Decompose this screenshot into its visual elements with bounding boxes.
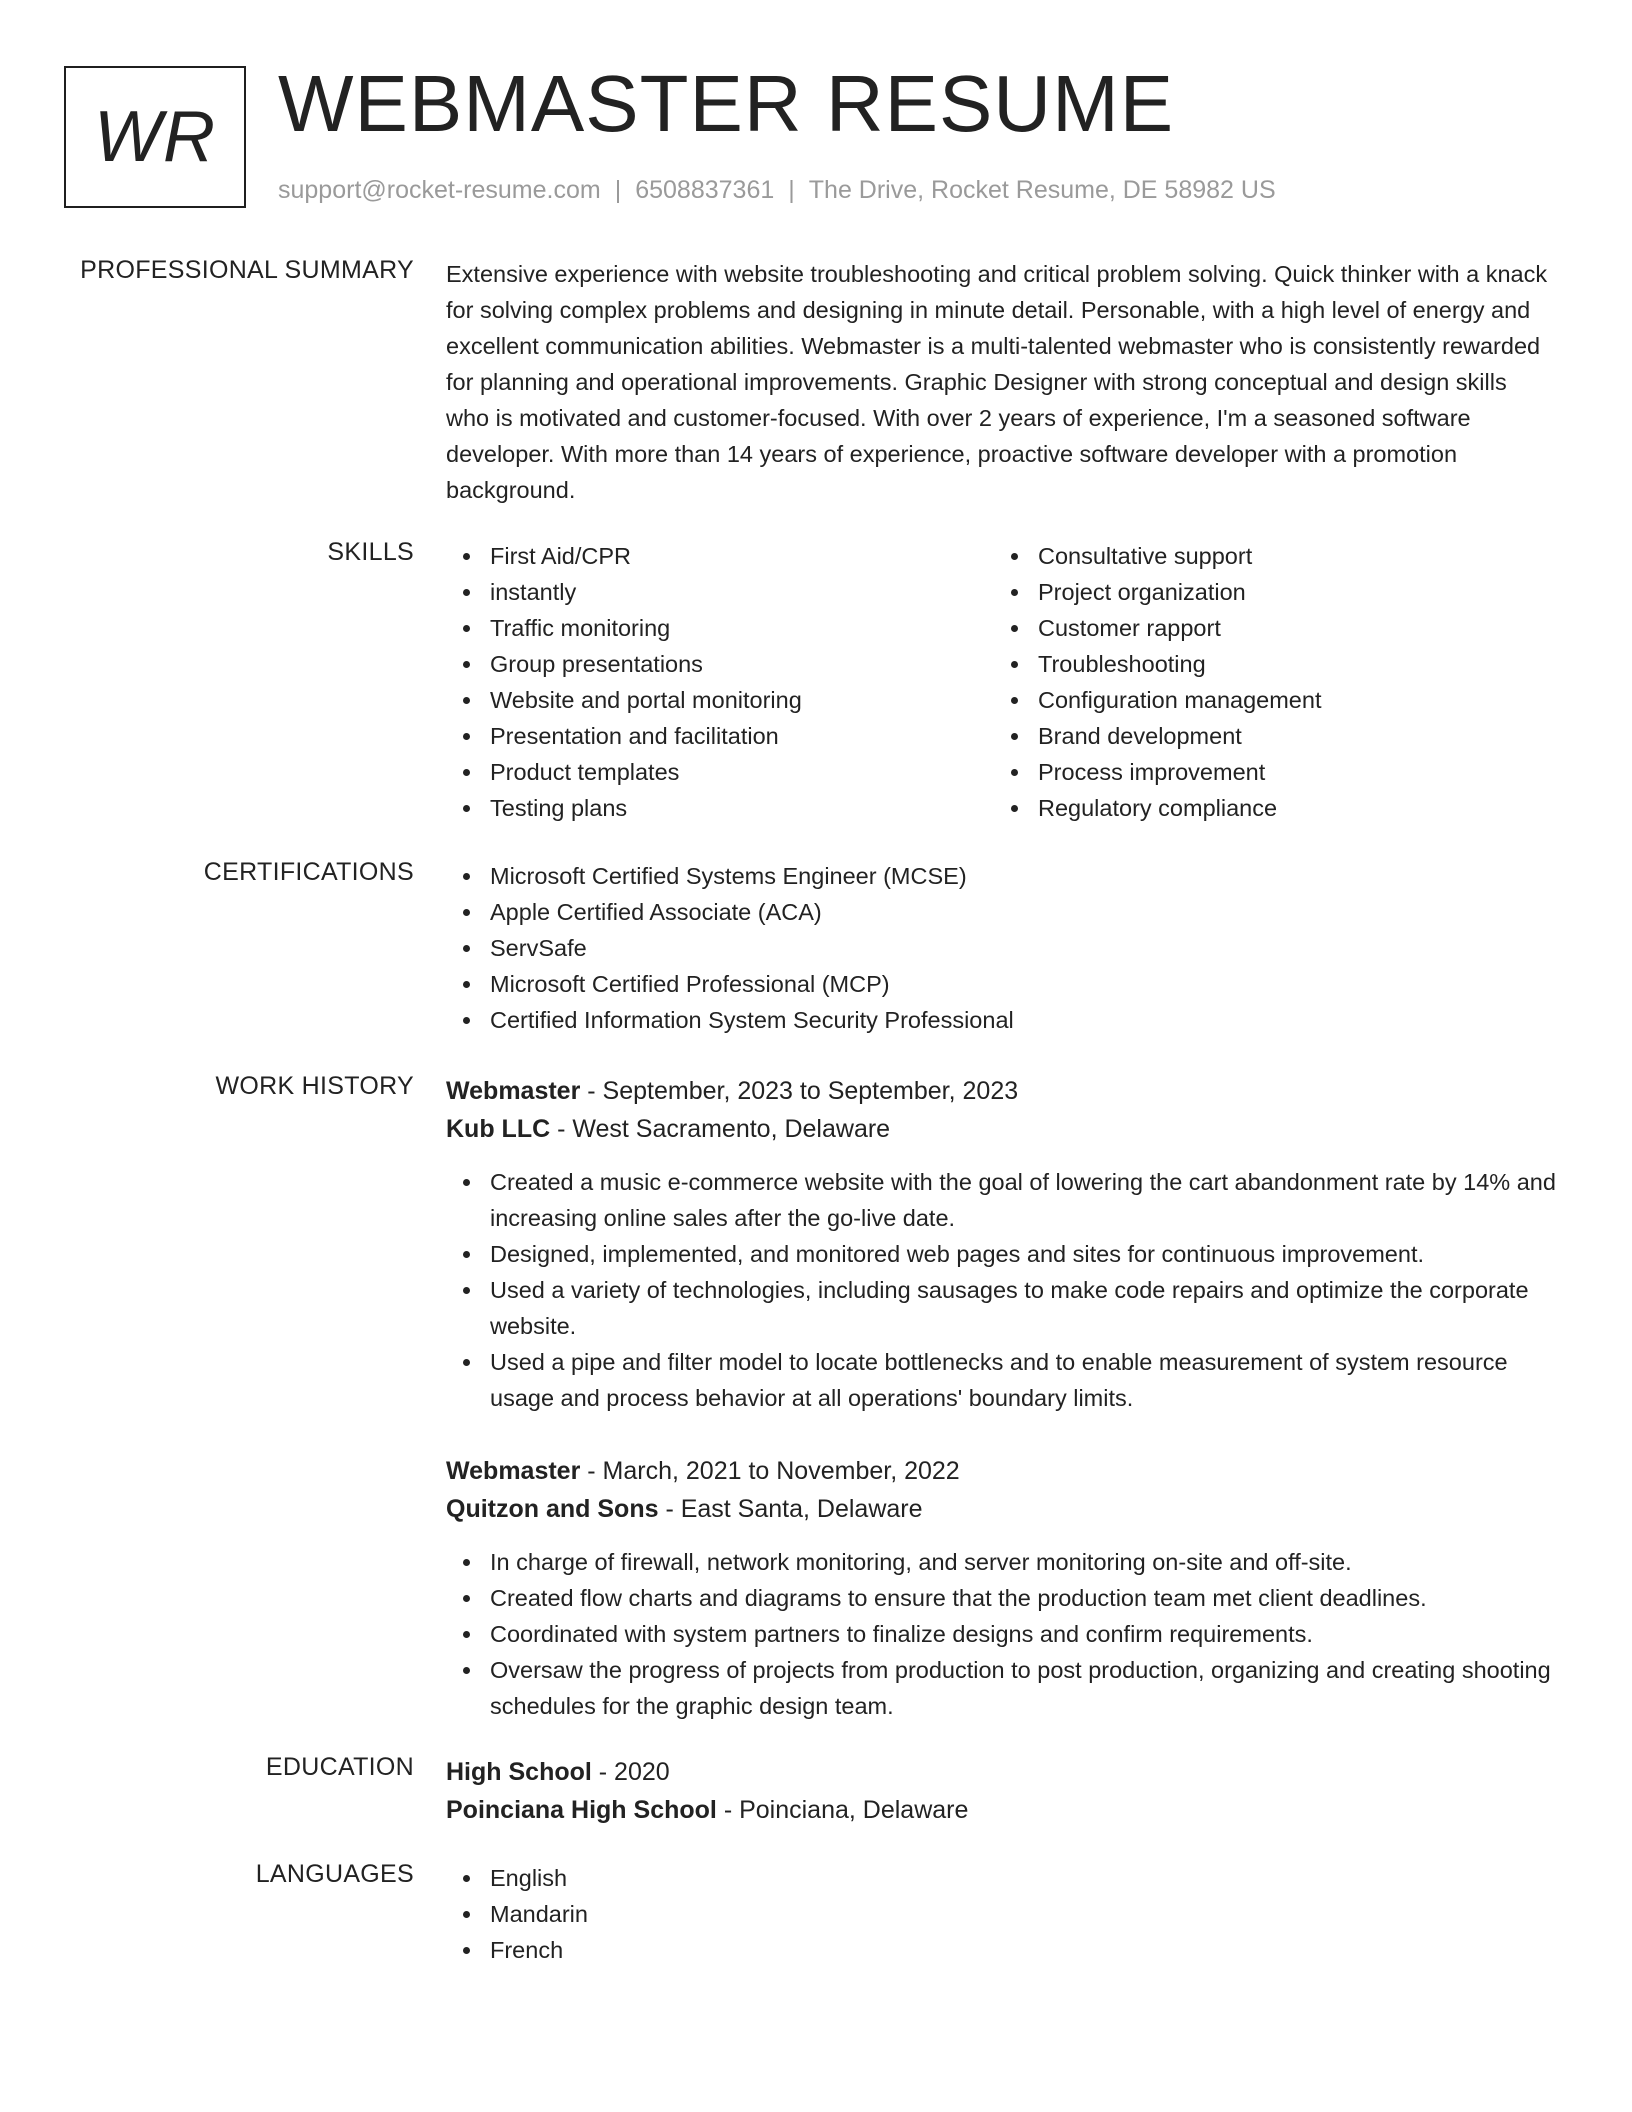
education-body — [446, 1753, 1556, 1829]
list-item: Microsoft Certified Professional (MCP) — [446, 966, 1556, 1002]
contact-line — [278, 176, 1276, 205]
list-item: Used a variety of technologies, including sausages to make code repairs and optimize the corporate website. — [446, 1272, 1556, 1344]
job-title: Webmaster — [446, 1457, 581, 1485]
list-item: Process improvement — [994, 754, 1542, 790]
section-label: SKILLS — [327, 538, 414, 566]
job-company: Kub LLC — [446, 1115, 551, 1143]
list-item: Troubleshooting — [994, 646, 1542, 682]
job-location: - West Sacramento, Delaware — [550, 1115, 891, 1143]
list-item: Group presentations — [446, 646, 994, 682]
list-item: Certified Information System Security Professional — [446, 1002, 1556, 1038]
separator: | — [788, 176, 795, 204]
section-label: EDUCATION — [265, 1753, 414, 1781]
job-title: Webmaster — [446, 1077, 581, 1105]
education-degree-line — [446, 1753, 1556, 1791]
summary-text: Extensive experience with website troubleshooting and critical problem solving. Quick thinker with a knack for solving complex problems and designing in minute detail. Personable, with a high level of energy and excellent communication abilities. Webmaster is a multi-talented webmaster who is consistently rewarded for planning and operational improvements. Graphic Designer with strong conceptual and design skills who is motivated and customer-focused. With over 2 years of experience, I'm a seasoned software developer. With more than 14 years of experience, proactive software developer with a promotion background. — [446, 261, 1548, 503]
job-title-line — [446, 1452, 1556, 1490]
list-item: Regulatory compliance — [994, 790, 1542, 826]
section-label: PROFESSIONAL SUMMARY — [80, 256, 414, 284]
section-label: LANGUAGES — [255, 1860, 414, 1888]
list-item: ServSafe — [446, 930, 1556, 966]
job-duties-list — [446, 1544, 1556, 1724]
skills-list-left — [446, 538, 994, 826]
contact-address: The Drive, Rocket Resume, DE 58982 US — [808, 176, 1276, 204]
list-item: English — [446, 1860, 1556, 1896]
job-company: Quitzon and Sons — [446, 1495, 659, 1523]
list-item: Customer rapport — [994, 610, 1542, 646]
list-item: Configuration management — [994, 682, 1542, 718]
section-label: CERTIFICATIONS — [203, 858, 414, 886]
list-item: Oversaw the progress of projects from production to post production, organizing and creating shooting schedules for the graphic design team. — [446, 1652, 1556, 1724]
job-title-line — [446, 1072, 1556, 1110]
list-item: Website and portal monitoring — [446, 682, 994, 718]
education-location: - Poinciana, Delaware — [716, 1796, 969, 1824]
initials: WR — [94, 97, 216, 177]
list-item: Microsoft Certified Systems Engineer (MCSE) — [446, 858, 1556, 894]
list-item: Brand development — [994, 718, 1542, 754]
list-item: French — [446, 1932, 1556, 1968]
list-item: Product templates — [446, 754, 994, 790]
list-item: In charge of firewall, network monitoring, and server monitoring on-site and off-site. — [446, 1544, 1556, 1580]
list-item: Consultative support — [994, 538, 1542, 574]
list-item: Presentation and facilitation — [446, 718, 994, 754]
job-company-line — [446, 1110, 1556, 1148]
list-item: Apple Certified Associate (ACA) — [446, 894, 1556, 930]
education-degree: High School — [446, 1758, 592, 1786]
certifications-list — [446, 858, 1556, 1038]
job-entry — [446, 1072, 1556, 1416]
languages-list — [446, 1860, 1556, 1968]
job-dates: - March, 2021 to November, 2022 — [580, 1457, 960, 1485]
contact-phone: 6508837361 — [635, 176, 775, 204]
job-location: - East Santa, Delaware — [658, 1495, 923, 1523]
list-item: Mandarin — [446, 1896, 1556, 1932]
list-item: Project organization — [994, 574, 1542, 610]
list-item: Created flow charts and diagrams to ensure that the production team met client deadlines. — [446, 1580, 1556, 1616]
skills-columns — [446, 538, 1556, 826]
work-history-body — [446, 1072, 1556, 1724]
list-item: Created a music e-commerce website with the goal of lowering the cart abandonment rate by 14% and increasing online sales after the go-live date. — [446, 1164, 1556, 1236]
job-duties-list — [446, 1164, 1556, 1416]
list-item: Traffic monitoring — [446, 610, 994, 646]
contact-email: support@rocket-resume.com — [278, 176, 601, 204]
list-item: Testing plans — [446, 790, 994, 826]
job-entry — [446, 1452, 1556, 1724]
education-school-line — [446, 1791, 1556, 1829]
job-dates: - September, 2023 to September, 2023 — [580, 1077, 1019, 1105]
list-item: Designed, implemented, and monitored web pages and sites for continuous improvement. — [446, 1236, 1556, 1272]
monogram-logo — [64, 66, 246, 208]
section-label: WORK HISTORY — [215, 1072, 414, 1100]
list-item: First Aid/CPR — [446, 538, 994, 574]
education-year: - 2020 — [591, 1758, 670, 1786]
list-item: instantly — [446, 574, 994, 610]
skills-list-right — [994, 538, 1542, 826]
separator: | — [614, 176, 622, 204]
page-title: WEBMASTER RESUME — [278, 59, 1175, 148]
education-school: Poinciana High School — [446, 1796, 717, 1824]
list-item: Used a pipe and filter model to locate bottlenecks and to enable measurement of system resource usage and process behavior at all operations' boundary limits. — [446, 1344, 1556, 1416]
list-item: Coordinated with system partners to finalize designs and confirm requirements. — [446, 1616, 1556, 1652]
job-company-line — [446, 1490, 1556, 1528]
